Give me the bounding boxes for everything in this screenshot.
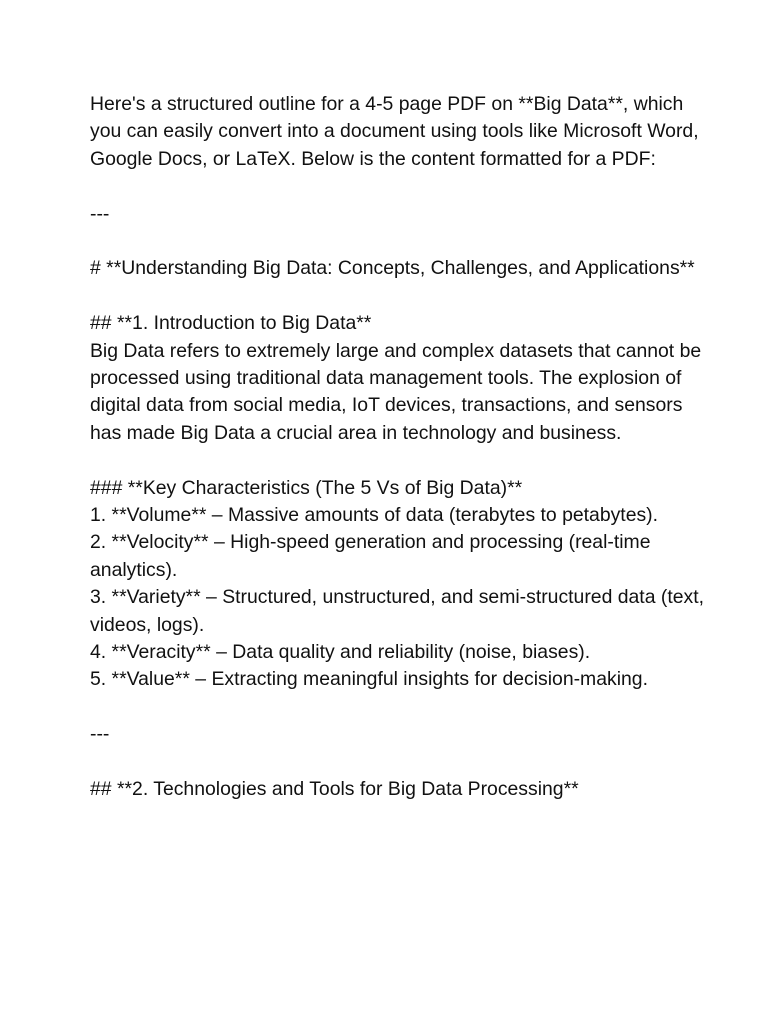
list-item-velocity: 2. **Velocity** – High-speed generation and processing (real-time analytics). (90, 531, 651, 581)
document-body (90, 91, 708, 803)
section-1-body: Big Data refers to extremely large and complex datasets that cannot be processed using traditional data management tools. The explosion of digital data from social media, IoT devices, transactions, and sensors has made Big Data a crucial area in technology and business. (90, 339, 702, 444)
separator: --- (90, 723, 110, 746)
section-2-heading: ## **2. Technologies and Tools for Big Data Processing** (90, 778, 579, 801)
list-item-volume: 1. **Volume** – Massive amounts of data (terabytes to petabytes). (90, 504, 659, 527)
list-item-veracity: 4. **Veracity** – Data quality and reliability (noise, biases). (90, 641, 591, 664)
intro-paragraph: Here's a structured outline for a 4-5 page PDF on **Big Data**, which you can easily convert into a document using tools like Microsoft Word, Google Docs, or LaTeX. Below is the content formatted for a PDF: (90, 93, 699, 170)
list-item-value: 5. **Value** – Extracting meaningful insights for decision-making. (90, 668, 648, 691)
blank-line (90, 447, 708, 474)
blank-line (90, 283, 708, 310)
list-item-variety: 3. **Variety** – Structured, unstructured, and semi-structured data (text, videos, logs). (90, 586, 704, 636)
blank-line (90, 749, 708, 776)
document-title: # **Understanding Big Data: Concepts, Challenges, and Applications** (90, 257, 695, 280)
blank-line (90, 694, 708, 721)
blank-line (90, 228, 708, 255)
blank-line (90, 173, 708, 200)
separator: --- (90, 202, 110, 225)
subsection-heading: ### **Key Characteristics (The 5 Vs of Big Data)** (90, 476, 523, 499)
section-1-heading: ## **1. Introduction to Big Data** (90, 312, 372, 335)
